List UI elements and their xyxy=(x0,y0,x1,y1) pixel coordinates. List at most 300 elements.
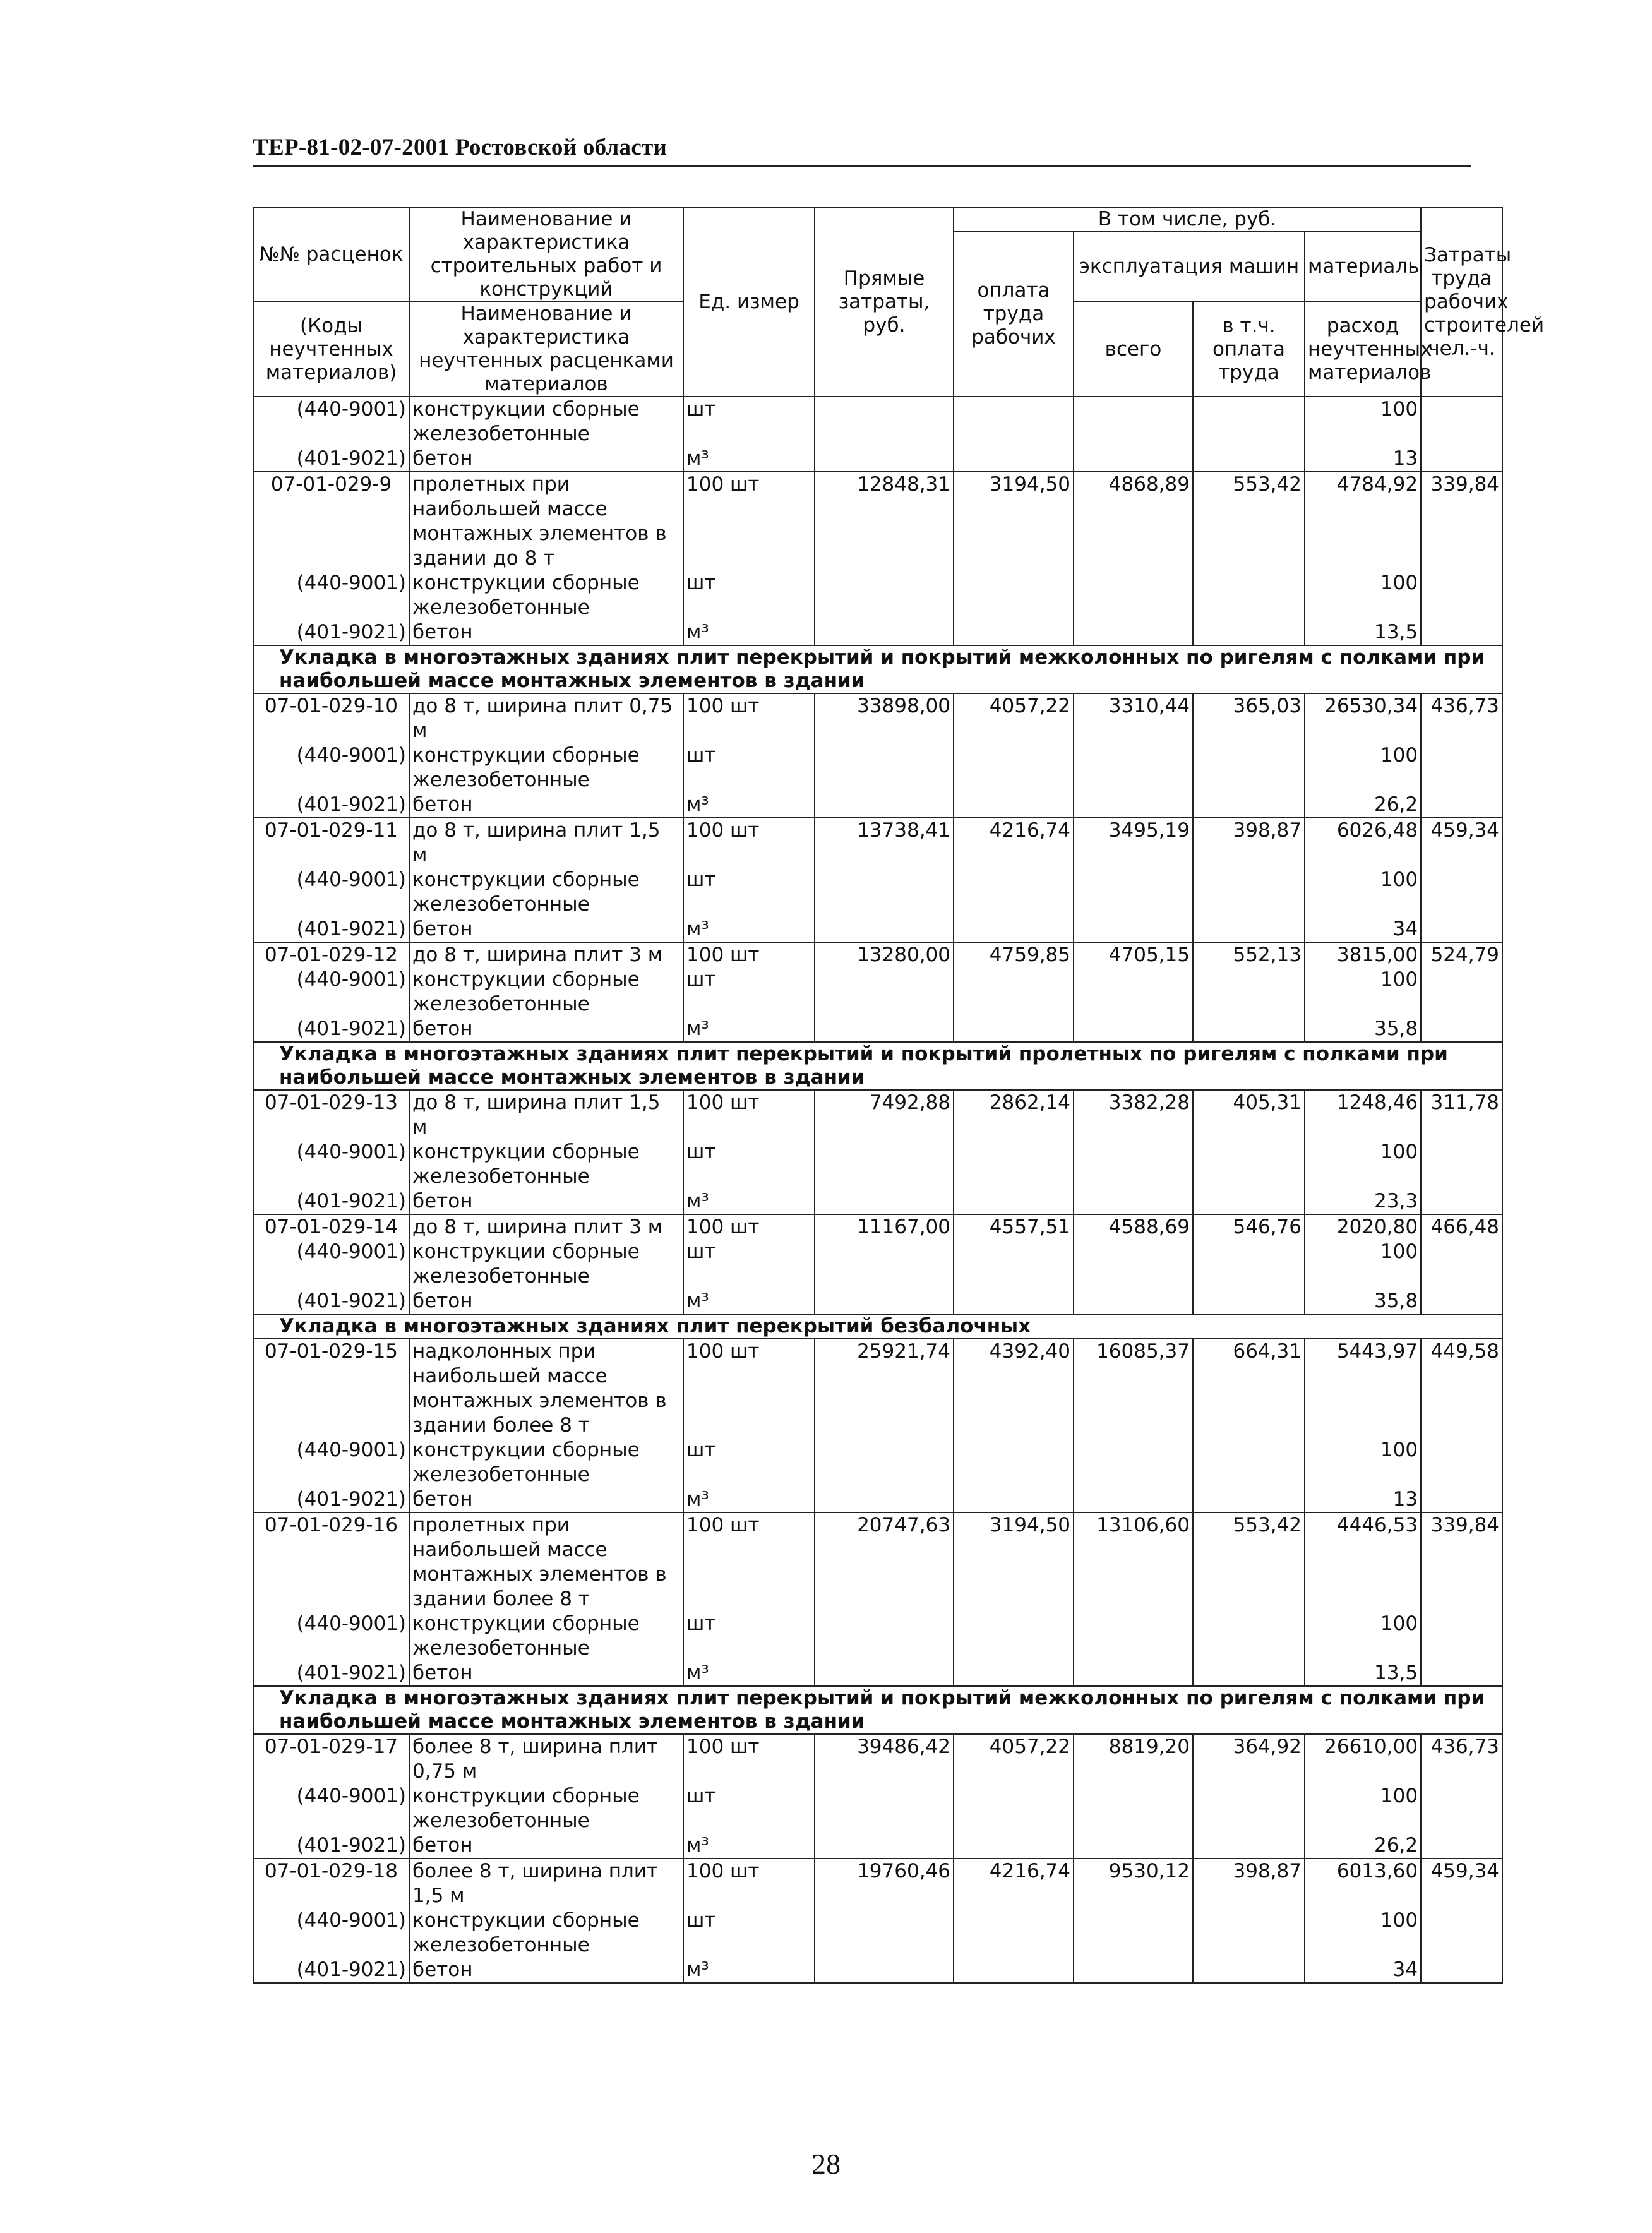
unit-value: шт xyxy=(683,1240,815,1289)
work-name: бетон xyxy=(409,1487,683,1512)
materials-value: 100 xyxy=(1305,868,1421,917)
unit-value: шт xyxy=(683,397,815,446)
direct-cost xyxy=(815,1612,954,1661)
machines-total xyxy=(1074,1289,1193,1314)
work-name: бетон xyxy=(409,1017,683,1042)
material-row xyxy=(253,1487,1502,1512)
direct-cost xyxy=(815,1661,954,1686)
labor-pay: 4216,74 xyxy=(954,818,1074,868)
machines-total xyxy=(1074,571,1193,620)
machines-total xyxy=(1074,743,1193,793)
machines-labor xyxy=(1193,1140,1305,1189)
machines-labor xyxy=(1193,967,1305,1017)
unit-value: 100 шт xyxy=(683,1734,815,1784)
rates-table xyxy=(253,207,1545,1984)
labor-pay xyxy=(954,1189,1074,1214)
rate-code: (401-9021) xyxy=(253,1661,409,1686)
col-labor-pay: оплата труда рабочих xyxy=(954,232,1074,397)
machines-labor xyxy=(1193,1908,1305,1958)
table-body xyxy=(253,397,1502,1983)
direct-cost xyxy=(815,1017,954,1042)
unit-value: 100 шт xyxy=(683,1090,815,1140)
machines-total: 4705,15 xyxy=(1074,942,1193,967)
direct-cost xyxy=(815,1240,954,1289)
material-row xyxy=(253,1908,1502,1958)
col-incl: В том числе, руб. xyxy=(954,207,1421,232)
material-row xyxy=(253,1189,1502,1214)
direct-cost xyxy=(815,620,954,645)
document-header: ТЕР-81-02-07-2001 Ростовской области xyxy=(253,130,1471,167)
labor-hours: 339,84 xyxy=(1421,472,1502,571)
materials-value: 26610,00 xyxy=(1305,1734,1421,1784)
materials-value: 100 xyxy=(1305,397,1421,446)
rate-row xyxy=(253,1734,1502,1784)
material-row xyxy=(253,1438,1502,1487)
rate-row xyxy=(253,1512,1502,1612)
rate-code: (401-9021) xyxy=(253,917,409,942)
unit-value: м³ xyxy=(683,1017,815,1042)
work-name: до 8 т, ширина плит 1,5 м xyxy=(409,818,683,868)
col-name-top: Наименование и характеристика строительных работ и конструкций xyxy=(409,207,683,302)
rate-code: (440-9001) xyxy=(253,868,409,917)
unit-value: м³ xyxy=(683,1833,815,1859)
rate-code: 07-01-029-18 xyxy=(253,1859,409,1908)
materials-value: 13,5 xyxy=(1305,1661,1421,1686)
machines-labor xyxy=(1193,793,1305,818)
direct-cost: 13280,00 xyxy=(815,942,954,967)
unit-value: шт xyxy=(683,1612,815,1661)
section-heading: Укладка в многоэтажных зданиях плит перекрытий и покрытий пролетных по ригелям с полками при наибольшей массе монтажных элементов в здании xyxy=(253,1042,1502,1090)
labor-hours xyxy=(1421,397,1502,446)
labor-hours xyxy=(1421,1240,1502,1289)
materials-value: 100 xyxy=(1305,1438,1421,1487)
labor-hours xyxy=(1421,868,1502,917)
direct-cost xyxy=(815,571,954,620)
rate-row xyxy=(253,942,1502,967)
materials-value: 100 xyxy=(1305,1908,1421,1958)
unit-value: м³ xyxy=(683,1661,815,1686)
machines-labor: 664,31 xyxy=(1193,1339,1305,1438)
machines-labor: 546,76 xyxy=(1193,1214,1305,1240)
direct-cost xyxy=(815,1833,954,1859)
unit-value: шт xyxy=(683,868,815,917)
labor-pay xyxy=(954,868,1074,917)
materials-value: 100 xyxy=(1305,1612,1421,1661)
materials-value: 100 xyxy=(1305,1240,1421,1289)
rate-code: (440-9001) xyxy=(253,1438,409,1487)
labor-hours xyxy=(1421,967,1502,1017)
rate-row xyxy=(253,472,1502,571)
labor-pay xyxy=(954,620,1074,645)
machines-labor xyxy=(1193,1612,1305,1661)
work-name: конструкции сборные железобетонные xyxy=(409,571,683,620)
materials-value: 23,3 xyxy=(1305,1189,1421,1214)
machines-labor: 365,03 xyxy=(1193,693,1305,743)
labor-hours xyxy=(1421,1438,1502,1487)
unit-value: шт xyxy=(683,1438,815,1487)
direct-cost: 20747,63 xyxy=(815,1512,954,1612)
rate-row xyxy=(253,1339,1502,1438)
work-name: конструкции сборные железобетонные xyxy=(409,743,683,793)
materials-value: 100 xyxy=(1305,571,1421,620)
materials-value: 6013,60 xyxy=(1305,1859,1421,1908)
materials-value: 26530,34 xyxy=(1305,693,1421,743)
rate-code: (401-9021) xyxy=(253,1487,409,1512)
materials-value: 13 xyxy=(1305,1487,1421,1512)
col-materials-bottom: расход неучтенных материалов xyxy=(1305,302,1421,397)
labor-pay xyxy=(954,743,1074,793)
unit-value: 100 шт xyxy=(683,942,815,967)
labor-hours xyxy=(1421,1289,1502,1314)
labor-pay xyxy=(954,1833,1074,1859)
work-name: бетон xyxy=(409,917,683,942)
labor-hours xyxy=(1421,743,1502,793)
direct-cost xyxy=(815,1784,954,1833)
labor-hours: 311,78 xyxy=(1421,1090,1502,1140)
direct-cost xyxy=(815,1140,954,1189)
unit-value: шт xyxy=(683,967,815,1017)
rate-code: (440-9001) xyxy=(253,967,409,1017)
unit-value: 100 шт xyxy=(683,472,815,571)
unit-value: шт xyxy=(683,743,815,793)
section-heading-row xyxy=(253,1042,1502,1090)
rate-code: (440-9001) xyxy=(253,1612,409,1661)
work-name: бетон xyxy=(409,793,683,818)
materials-value: 34 xyxy=(1305,1958,1421,1983)
rate-code: 07-01-029-11 xyxy=(253,818,409,868)
materials-value: 3815,00 xyxy=(1305,942,1421,967)
labor-hours xyxy=(1421,1140,1502,1189)
machines-total xyxy=(1074,1017,1193,1042)
materials-value: 2020,80 xyxy=(1305,1214,1421,1240)
labor-hours xyxy=(1421,1189,1502,1214)
work-name: пролетных при наибольшей массе монтажных элементов в здании более 8 т xyxy=(409,1512,683,1612)
labor-pay xyxy=(954,1784,1074,1833)
rate-row xyxy=(253,1090,1502,1140)
machines-total xyxy=(1074,1140,1193,1189)
unit-value: м³ xyxy=(683,1289,815,1314)
materials-value: 5443,97 xyxy=(1305,1339,1421,1438)
machines-labor: 553,42 xyxy=(1193,472,1305,571)
machines-labor xyxy=(1193,1189,1305,1214)
unit-value: шт xyxy=(683,571,815,620)
machines-labor xyxy=(1193,620,1305,645)
direct-cost xyxy=(815,1438,954,1487)
labor-pay xyxy=(954,1487,1074,1512)
unit-value: м³ xyxy=(683,620,815,645)
unit-value: м³ xyxy=(683,1487,815,1512)
labor-hours xyxy=(1421,917,1502,942)
direct-cost xyxy=(815,1908,954,1958)
labor-hours xyxy=(1421,793,1502,818)
labor-pay xyxy=(954,1438,1074,1487)
material-row xyxy=(253,620,1502,645)
labor-pay xyxy=(954,1140,1074,1189)
work-name: более 8 т, ширина плит 1,5 м xyxy=(409,1859,683,1908)
col-unit: Ед. измер xyxy=(683,207,815,397)
labor-pay xyxy=(954,793,1074,818)
col-machines: эксплуатация машин xyxy=(1074,232,1305,302)
material-row xyxy=(253,967,1502,1017)
labor-hours: 449,58 xyxy=(1421,1339,1502,1438)
materials-value: 34 xyxy=(1305,917,1421,942)
materials-value: 13 xyxy=(1305,446,1421,472)
material-row xyxy=(253,793,1502,818)
section-heading: Укладка в многоэтажных зданиях плит перекрытий безбалочных xyxy=(253,1314,1502,1339)
direct-cost: 7492,88 xyxy=(815,1090,954,1140)
material-row xyxy=(253,1784,1502,1833)
materials-value: 100 xyxy=(1305,743,1421,793)
materials-value: 26,2 xyxy=(1305,793,1421,818)
materials-value: 26,2 xyxy=(1305,1833,1421,1859)
machines-total xyxy=(1074,620,1193,645)
unit-value: м³ xyxy=(683,446,815,472)
machines-total xyxy=(1074,1784,1193,1833)
rate-code: 07-01-029-12 xyxy=(253,942,409,967)
rate-code: (440-9001) xyxy=(253,1784,409,1833)
labor-pay xyxy=(954,1612,1074,1661)
direct-cost: 33898,00 xyxy=(815,693,954,743)
material-row xyxy=(253,1017,1502,1042)
direct-cost: 13738,41 xyxy=(815,818,954,868)
page-number: 28 xyxy=(811,2148,841,2180)
machines-labor xyxy=(1193,917,1305,942)
labor-hours: 524,79 xyxy=(1421,942,1502,967)
materials-value: 4446,53 xyxy=(1305,1512,1421,1612)
work-name: конструкции сборные железобетонные xyxy=(409,397,683,446)
labor-pay: 4216,74 xyxy=(954,1859,1074,1908)
section-heading: Укладка в многоэтажных зданиях плит перекрытий и покрытий межколонных по ригелям с полками при наибольшей массе монтажных элементов в здании xyxy=(253,645,1502,693)
machines-labor xyxy=(1193,397,1305,446)
material-row xyxy=(253,917,1502,942)
machines-labor: 405,31 xyxy=(1193,1090,1305,1140)
work-name: конструкции сборные железобетонные xyxy=(409,868,683,917)
direct-cost xyxy=(815,1289,954,1314)
direct-cost xyxy=(815,1958,954,1983)
labor-hours xyxy=(1421,1612,1502,1661)
labor-pay: 4057,22 xyxy=(954,693,1074,743)
direct-cost xyxy=(815,1189,954,1214)
labor-hours: 339,84 xyxy=(1421,1512,1502,1612)
col-code-top: №№ расценок xyxy=(253,207,409,302)
machines-total xyxy=(1074,1661,1193,1686)
work-name: конструкции сборные железобетонные xyxy=(409,1438,683,1487)
material-row xyxy=(253,1140,1502,1189)
direct-cost xyxy=(815,868,954,917)
labor-pay: 2862,14 xyxy=(954,1090,1074,1140)
work-name: бетон xyxy=(409,1189,683,1214)
work-name: бетон xyxy=(409,446,683,472)
unit-value: 100 шт xyxy=(683,818,815,868)
work-name: конструкции сборные железобетонные xyxy=(409,1612,683,1661)
material-row xyxy=(253,868,1502,917)
work-name: бетон xyxy=(409,1833,683,1859)
rate-code: (401-9021) xyxy=(253,1189,409,1214)
direct-cost: 25921,74 xyxy=(815,1339,954,1438)
materials-value: 6026,48 xyxy=(1305,818,1421,868)
rate-code: (440-9001) xyxy=(253,397,409,446)
rate-row xyxy=(253,1214,1502,1240)
machines-total xyxy=(1074,446,1193,472)
work-name: до 8 т, ширина плит 3 м xyxy=(409,1214,683,1240)
machines-total xyxy=(1074,1833,1193,1859)
machines-total: 4588,69 xyxy=(1074,1214,1193,1240)
materials-value: 1248,46 xyxy=(1305,1090,1421,1140)
direct-cost: 39486,42 xyxy=(815,1734,954,1784)
labor-pay xyxy=(954,1661,1074,1686)
machines-total: 13106,60 xyxy=(1074,1512,1193,1612)
labor-hours xyxy=(1421,1833,1502,1859)
machines-labor: 398,87 xyxy=(1193,1859,1305,1908)
labor-hours xyxy=(1421,446,1502,472)
material-row xyxy=(253,571,1502,620)
work-name: конструкции сборные железобетонные xyxy=(409,1140,683,1189)
work-name: надколонных при наибольшей массе монтажных элементов в здании более 8 т xyxy=(409,1339,683,1438)
labor-pay xyxy=(954,1958,1074,1983)
rate-code: 07-01-029-17 xyxy=(253,1734,409,1784)
labor-pay xyxy=(954,967,1074,1017)
material-row xyxy=(253,397,1502,446)
work-name: более 8 т, ширина плит 0,75 м xyxy=(409,1734,683,1784)
col-machines-total: всего xyxy=(1074,302,1193,397)
materials-value: 35,8 xyxy=(1305,1289,1421,1314)
machines-labor: 398,87 xyxy=(1193,818,1305,868)
rate-code: 07-01-029-14 xyxy=(253,1214,409,1240)
machines-labor: 364,92 xyxy=(1193,1734,1305,1784)
machines-labor xyxy=(1193,1289,1305,1314)
work-name: бетон xyxy=(409,620,683,645)
machines-total xyxy=(1074,1487,1193,1512)
machines-labor xyxy=(1193,1487,1305,1512)
machines-total xyxy=(1074,1908,1193,1958)
work-name: пролетных при наибольшей массе монтажных элементов в здании до 8 т xyxy=(409,472,683,571)
unit-value: шт xyxy=(683,1140,815,1189)
rate-code: 07-01-029-13 xyxy=(253,1090,409,1140)
machines-total xyxy=(1074,397,1193,446)
material-row xyxy=(253,1612,1502,1661)
work-name: бетон xyxy=(409,1661,683,1686)
rate-code: (401-9021) xyxy=(253,1289,409,1314)
material-row xyxy=(253,1958,1502,1983)
labor-hours: 436,73 xyxy=(1421,1734,1502,1784)
col-code-bottom: (Коды неучтенных материалов) xyxy=(253,302,409,397)
rate-code: (440-9001) xyxy=(253,1908,409,1958)
direct-cost xyxy=(815,967,954,1017)
labor-hours: 466,48 xyxy=(1421,1214,1502,1240)
direct-cost: 19760,46 xyxy=(815,1859,954,1908)
unit-value: 100 шт xyxy=(683,1339,815,1438)
col-labor-hours: Затраты труда рабочих строителей чел.-ч. xyxy=(1421,207,1502,397)
section-heading-row xyxy=(253,1686,1502,1734)
machines-total xyxy=(1074,1189,1193,1214)
rate-code: 07-01-029-9 xyxy=(253,472,409,571)
section-heading-row xyxy=(253,645,1502,693)
material-row xyxy=(253,743,1502,793)
labor-hours xyxy=(1421,571,1502,620)
rate-code: 07-01-029-10 xyxy=(253,693,409,743)
section-heading: Укладка в многоэтажных зданиях плит перекрытий и покрытий межколонных по ригелям с полками при наибольшей массе монтажных элементов в здании xyxy=(253,1686,1502,1734)
machines-labor xyxy=(1193,1017,1305,1042)
rate-code: 07-01-029-15 xyxy=(253,1339,409,1438)
labor-pay: 3194,50 xyxy=(954,472,1074,571)
labor-hours xyxy=(1421,1784,1502,1833)
labor-pay xyxy=(954,1289,1074,1314)
direct-cost xyxy=(815,917,954,942)
labor-pay xyxy=(954,1017,1074,1042)
machines-total: 3495,19 xyxy=(1074,818,1193,868)
unit-value: 100 шт xyxy=(683,693,815,743)
rate-row xyxy=(253,1859,1502,1908)
rate-code: (401-9021) xyxy=(253,793,409,818)
labor-pay xyxy=(954,1908,1074,1958)
labor-pay xyxy=(954,397,1074,446)
materials-value: 100 xyxy=(1305,1784,1421,1833)
labor-hours xyxy=(1421,1958,1502,1983)
rate-code: (440-9001) xyxy=(253,1140,409,1189)
work-name: конструкции сборные железобетонные xyxy=(409,1784,683,1833)
machines-labor xyxy=(1193,743,1305,793)
unit-value: шт xyxy=(683,1908,815,1958)
unit-value: м³ xyxy=(683,793,815,818)
rate-row xyxy=(253,818,1502,868)
work-name: конструкции сборные железобетонные xyxy=(409,1240,683,1289)
col-name-bottom: Наименование и характеристика неучтенных расценками материалов xyxy=(409,302,683,397)
labor-pay xyxy=(954,571,1074,620)
labor-pay: 4557,51 xyxy=(954,1214,1074,1240)
machines-labor xyxy=(1193,868,1305,917)
rate-row xyxy=(253,693,1502,743)
labor-hours xyxy=(1421,1908,1502,1958)
machines-total xyxy=(1074,1240,1193,1289)
labor-pay xyxy=(954,446,1074,472)
work-name: конструкции сборные железобетонные xyxy=(409,1908,683,1958)
material-row xyxy=(253,1240,1502,1289)
labor-hours xyxy=(1421,1487,1502,1512)
labor-pay: 4392,40 xyxy=(954,1339,1074,1438)
direct-cost xyxy=(815,397,954,446)
direct-cost xyxy=(815,446,954,472)
labor-pay: 3194,50 xyxy=(954,1512,1074,1612)
materials-value: 100 xyxy=(1305,1140,1421,1189)
machines-labor: 552,13 xyxy=(1193,942,1305,967)
unit-value: м³ xyxy=(683,1189,815,1214)
machines-total: 8819,20 xyxy=(1074,1734,1193,1784)
rate-code: (401-9021) xyxy=(253,1958,409,1983)
machines-labor xyxy=(1193,446,1305,472)
work-name: бетон xyxy=(409,1289,683,1314)
labor-hours xyxy=(1421,1661,1502,1686)
labor-hours: 459,34 xyxy=(1421,818,1502,868)
section-heading-row xyxy=(253,1314,1502,1339)
unit-value: 100 шт xyxy=(683,1214,815,1240)
direct-cost xyxy=(815,1487,954,1512)
unit-value: шт xyxy=(683,1784,815,1833)
machines-total xyxy=(1074,1612,1193,1661)
machines-total xyxy=(1074,1958,1193,1983)
rate-code: (401-9021) xyxy=(253,1017,409,1042)
machines-total: 9530,12 xyxy=(1074,1859,1193,1908)
material-row xyxy=(253,1661,1502,1686)
labor-pay: 4057,22 xyxy=(954,1734,1074,1784)
col-materials-top: материалы xyxy=(1305,232,1421,302)
labor-pay xyxy=(954,1240,1074,1289)
machines-labor xyxy=(1193,1784,1305,1833)
machines-labor xyxy=(1193,1958,1305,1983)
labor-hours: 436,73 xyxy=(1421,693,1502,743)
rate-code: (440-9001) xyxy=(253,571,409,620)
machines-labor xyxy=(1193,1240,1305,1289)
rate-code: (401-9021) xyxy=(253,446,409,472)
